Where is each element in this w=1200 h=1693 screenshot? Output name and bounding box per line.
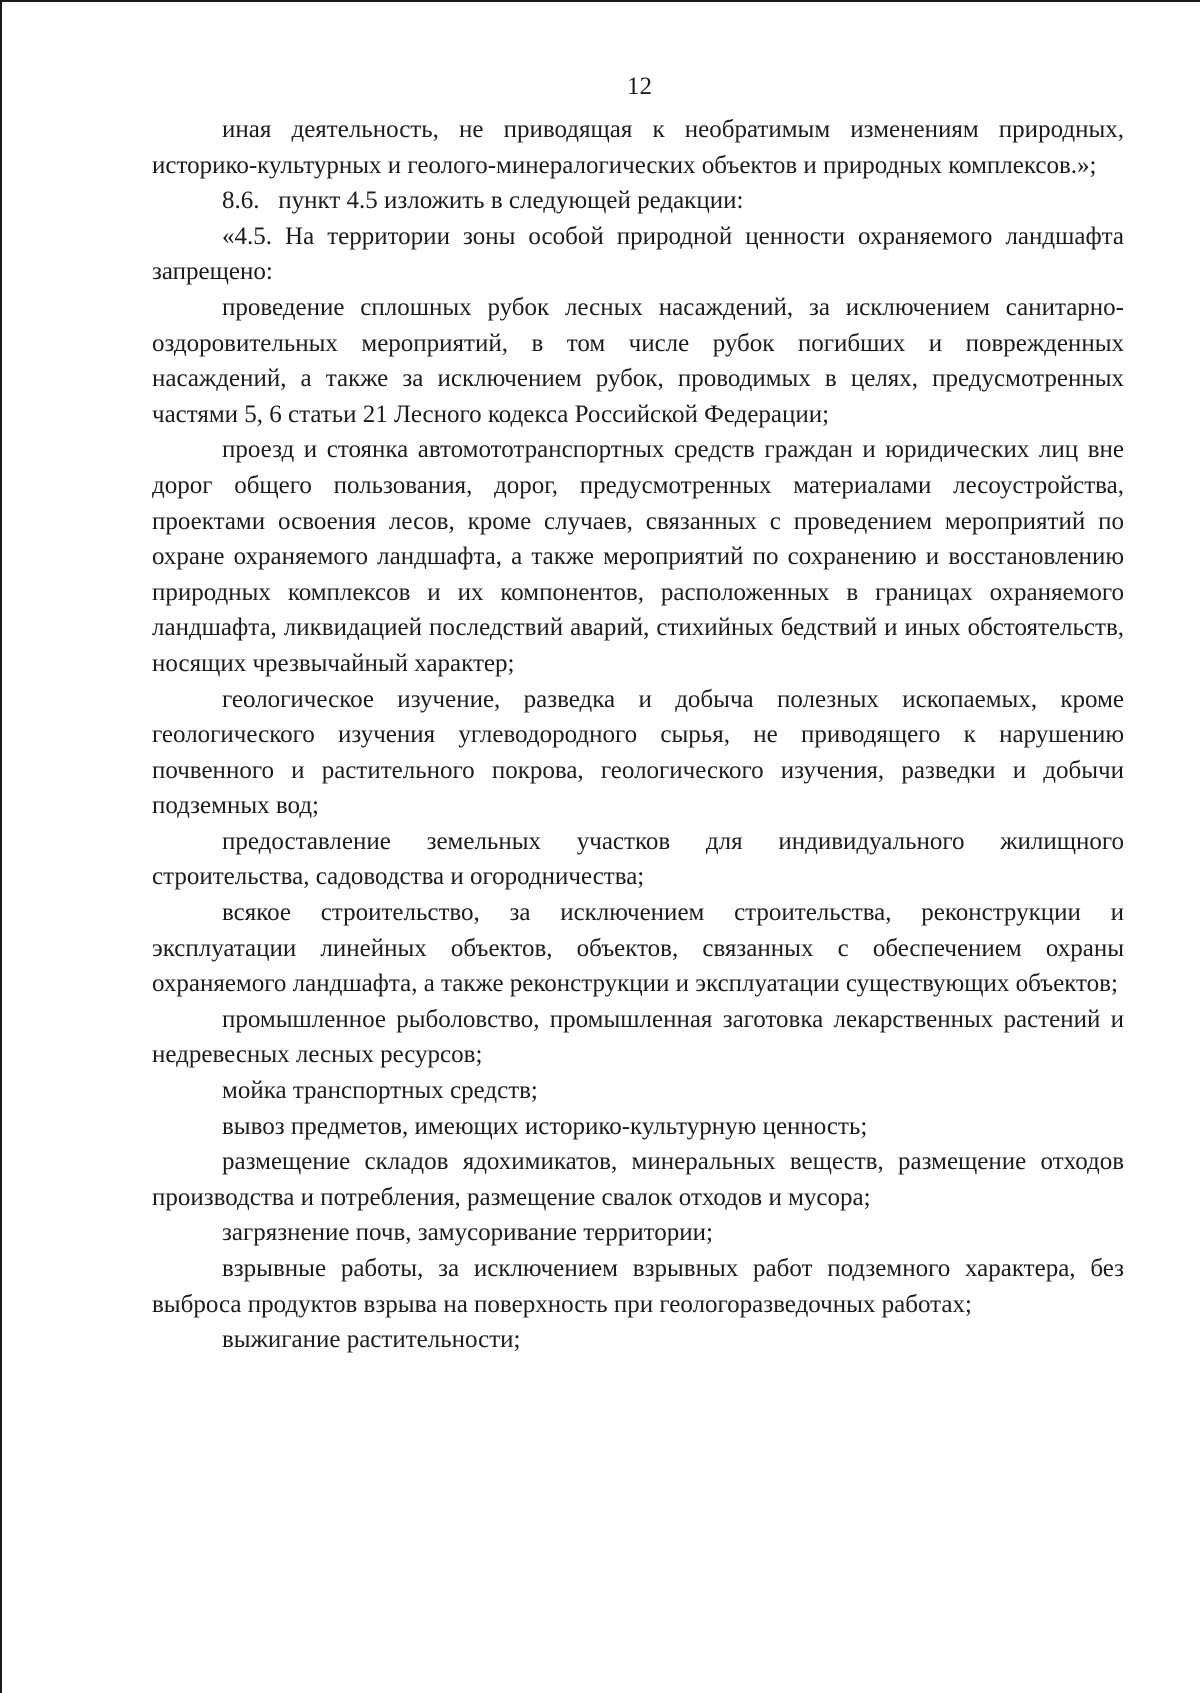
paragraph-prohibition-storage: размещение складов ядохимикатов, минеральных веществ, размещение отходов производства и потребления, размещение свалок отходов и мусора; <box>152 1148 1124 1211</box>
paragraph-prohibition-burning: выжигание растительности; <box>222 1326 521 1354</box>
paragraph-item-4-5: «4.5. На территории зоны особой природной ценности охраняемого ландшафта запрещено: <box>152 222 1124 286</box>
paragraph-prohibition-construction: всякое строительство, за исключением строительства, реконструкции и эксплуатации линейных объектов, объектов, связанных с обеспечением охраны охраняемого ландшафта, а также реконструкции и эксплуатации существующих объектов; <box>152 899 1124 998</box>
document-body <box>152 112 1124 1358</box>
page-number: 12 <box>627 73 652 100</box>
paragraph-prohibition-export: вывоз предметов, имеющих историко-культурную ценность; <box>222 1112 868 1140</box>
paragraph-prohibition-blasting: взрывные работы, за исключением взрывных работ подземного характера, без выброса продуктов взрыва на поверхность при геологоразведочных работах; <box>152 1255 1124 1318</box>
paragraph-prohibition-land-plots: предоставление земельных участков для индивидуального жилищного строительства, садоводства и огородничества; <box>152 827 1124 891</box>
paragraph-prohibition-pollution: загрязнение почв, замусоривание территории; <box>222 1219 713 1247</box>
paragraph-prohibition-logging: проведение сплошных рубок лесных насаждений, за исключением санитарно-оздоровительных мероприятий, в том числе рубок погибших и поврежденных насаждений, а также за исключением рубок, проводимых в целях, предусмотренных частями 5, 6 статьи 21 Лесного кодекса Российской Федерации; <box>152 293 1124 428</box>
paragraph-continuation: иная деятельность, не приводящая к необратимым изменениям природных, историко-культурных и геолого-минералогических объектов и природных комплексов.»; <box>152 116 1124 179</box>
paragraph-prohibition-car-wash: мойка транспортных средств; <box>222 1077 538 1105</box>
paragraph-prohibition-vehicles: проезд и стоянка автомототранспортных средств граждан и юридических лиц вне дорог общего пользования, дорог, предусмотренных материалами лесоустройства, проектами освоения лесов, кроме случаев, связанных с проведением мероприятий по охране охраняемого ландшафта, а также мероприятий по сохранению и восстановлению природных комплексов и их компонентов, расположенных в границах охраняемого ландшафта, ликвидацией последствий аварий, стихийных бедствий и иных обстоятельств, носящих чрезвычайный характер; <box>152 436 1124 677</box>
paragraph-prohibition-geology: геологическое изучение, разведка и добыча полезных ископаемых, кроме геологического изучения углеводородного сырья, не приводящего к нарушению почвенного и растительного покрова, геологического изучения, разведки и добычи подземных вод; <box>152 685 1124 820</box>
paragraph-item-8-6: 8.6. пункт 4.5 изложить в следующей редакции: <box>222 187 744 215</box>
paragraph-prohibition-fishing: промышленное рыболовство, промышленная заготовка лекарственных растений и недревесных лесных ресурсов; <box>152 1005 1124 1069</box>
